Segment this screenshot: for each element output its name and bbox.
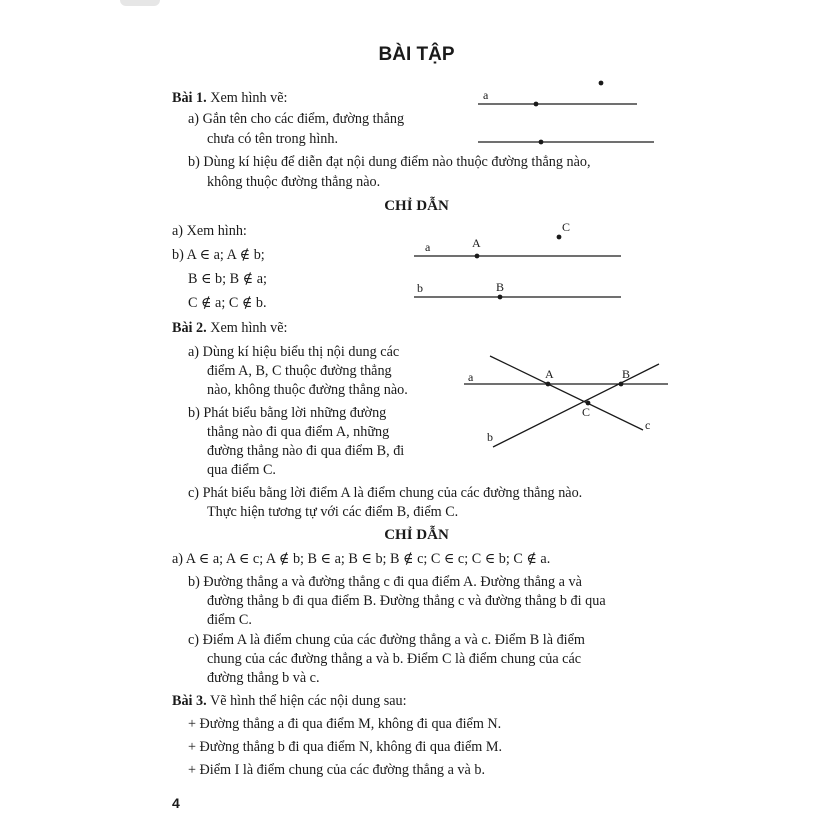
guide-1-a: a) Xem hình: xyxy=(172,223,247,239)
page-number: 4 xyxy=(172,795,180,811)
guide-2-b-line3: điểm C. xyxy=(207,612,252,628)
figure-2-label-B: B xyxy=(622,367,631,381)
exercise-2-a-line3: nào, không thuộc đường thẳng nào. xyxy=(207,382,408,398)
figure-2-line-c xyxy=(490,356,643,430)
exercise-2-intro: Xem hình vẽ: xyxy=(210,320,288,336)
figure-2-point-B xyxy=(619,382,624,387)
guide-2-heading: CHỈ DẪN xyxy=(384,527,449,543)
guide-2-b-line2: đường thẳng b đi qua điểm B. Đường thẳng c và đường thẳng b đi qua xyxy=(207,593,606,609)
exercise-1-a-line2: chưa có tên trong hình. xyxy=(207,131,339,147)
figure-2-label-b: b xyxy=(487,430,493,444)
guide-1-point-C xyxy=(557,235,562,240)
guide-1-label-B: B xyxy=(496,280,505,294)
figure-2 xyxy=(464,356,668,447)
exercise-2-b-line3: đường thẳng nào đi qua điểm B, đi xyxy=(207,443,405,459)
exercise-2-b-line4: qua điểm C. xyxy=(207,462,276,478)
exercise-2-c-line1: c) Phát biểu bằng lời điểm A là điểm chung của các đường thẳng nào. xyxy=(188,485,583,501)
exercise-3-item2: + Đường thẳng b đi qua điểm N, không đi qua điểm M. xyxy=(188,739,503,755)
exercise-2-label: Bài 2. xyxy=(172,320,207,336)
guide-1-point-A xyxy=(475,254,480,259)
guide-2-b-line1: b) Đường thẳng a và đường thẳng c đi qua điểm A. Đường thẳng a và xyxy=(188,574,582,590)
exercise-1-a-line1: a) Gắn tên cho các điểm, đường thẳng xyxy=(188,111,405,127)
guide-2-c-line1: c) Điểm A là điểm chung của các đường thẳng a và c. Điểm B là điểm xyxy=(188,632,585,648)
guide-1-b2: B ∈ b; B ∉ a; xyxy=(188,271,267,287)
exercise-1-label: Bài 1. xyxy=(172,90,207,106)
figure-2-label-a: a xyxy=(468,370,474,384)
guide-2-a: a) A ∈ a; A ∈ c; A ∉ b; B ∈ a; B ∈ b; B ∉ c; C ∈ c; C ∈ b; C ∉ a. xyxy=(172,551,551,567)
exercise-1-intro: Xem hình vẽ: xyxy=(210,90,288,106)
figure-2-label-A: A xyxy=(545,367,554,381)
guide-1-label-b: b xyxy=(417,281,423,295)
exercise-2-a-line1: a) Dùng kí hiệu biểu thị nội dung các xyxy=(188,344,400,360)
exercise-2-c-line2: Thực hiện tương tự với các điểm B, điểm C. xyxy=(207,504,459,520)
exercise-1-b-line2: không thuộc đường thẳng nào. xyxy=(207,174,381,190)
exercise-2-b-line2: thẳng nào đi qua điểm A, những xyxy=(207,424,390,440)
figure-1-point-on-line xyxy=(534,102,539,107)
exercise-1-b-line1: b) Dùng kí hiệu để diễn đạt nội dung điểm nào thuộc đường thẳng nào, xyxy=(188,154,591,170)
figure-guide-1 xyxy=(414,220,621,299)
guide-1-point-B xyxy=(498,295,503,300)
guide-1-label-a: a xyxy=(425,240,431,254)
figure-2-label-c: c xyxy=(645,418,651,432)
exercise-3-label: Bài 3. xyxy=(172,693,207,709)
guide-1-heading: CHỈ DẪN xyxy=(384,198,449,214)
guide-1-label-A: A xyxy=(472,236,481,250)
exercise-2-b-line1: b) Phát biểu bằng lời những đường xyxy=(188,405,387,421)
exercise-2-a-line2: điểm A, B, C thuộc đường thẳng xyxy=(207,363,392,379)
figure-2-label-C: C xyxy=(582,405,591,419)
guide-1-b3: C ∉ a; C ∉ b. xyxy=(188,295,267,311)
exercise-3-intro: Vẽ hình thể hiện các nội dung sau: xyxy=(209,693,407,709)
figure-1-point-on-lower-line xyxy=(539,140,544,145)
figure-1-point-outside xyxy=(599,81,604,86)
guide-1-b1: b) A ∈ a; A ∉ b; xyxy=(172,247,265,263)
figure-1 xyxy=(478,81,654,145)
figure-1-label-a: a xyxy=(483,88,489,102)
exercise-3-item3: + Điểm I là điểm chung của các đường thẳng a và b. xyxy=(188,762,485,778)
figure-2-point-A xyxy=(546,382,551,387)
figure-2-line-b xyxy=(493,364,659,447)
guide-1-label-C: C xyxy=(562,220,571,234)
page-title: BÀI TẬP xyxy=(378,44,455,65)
guide-2-c-line3: đường thẳng b và c. xyxy=(207,670,320,686)
guide-2-c-line2: chung của các đường thẳng a và b. Điểm C là điểm chung của các xyxy=(207,651,582,667)
exercise-3-item1: + Đường thẳng a đi qua điểm M, không đi qua điểm N. xyxy=(188,716,502,732)
